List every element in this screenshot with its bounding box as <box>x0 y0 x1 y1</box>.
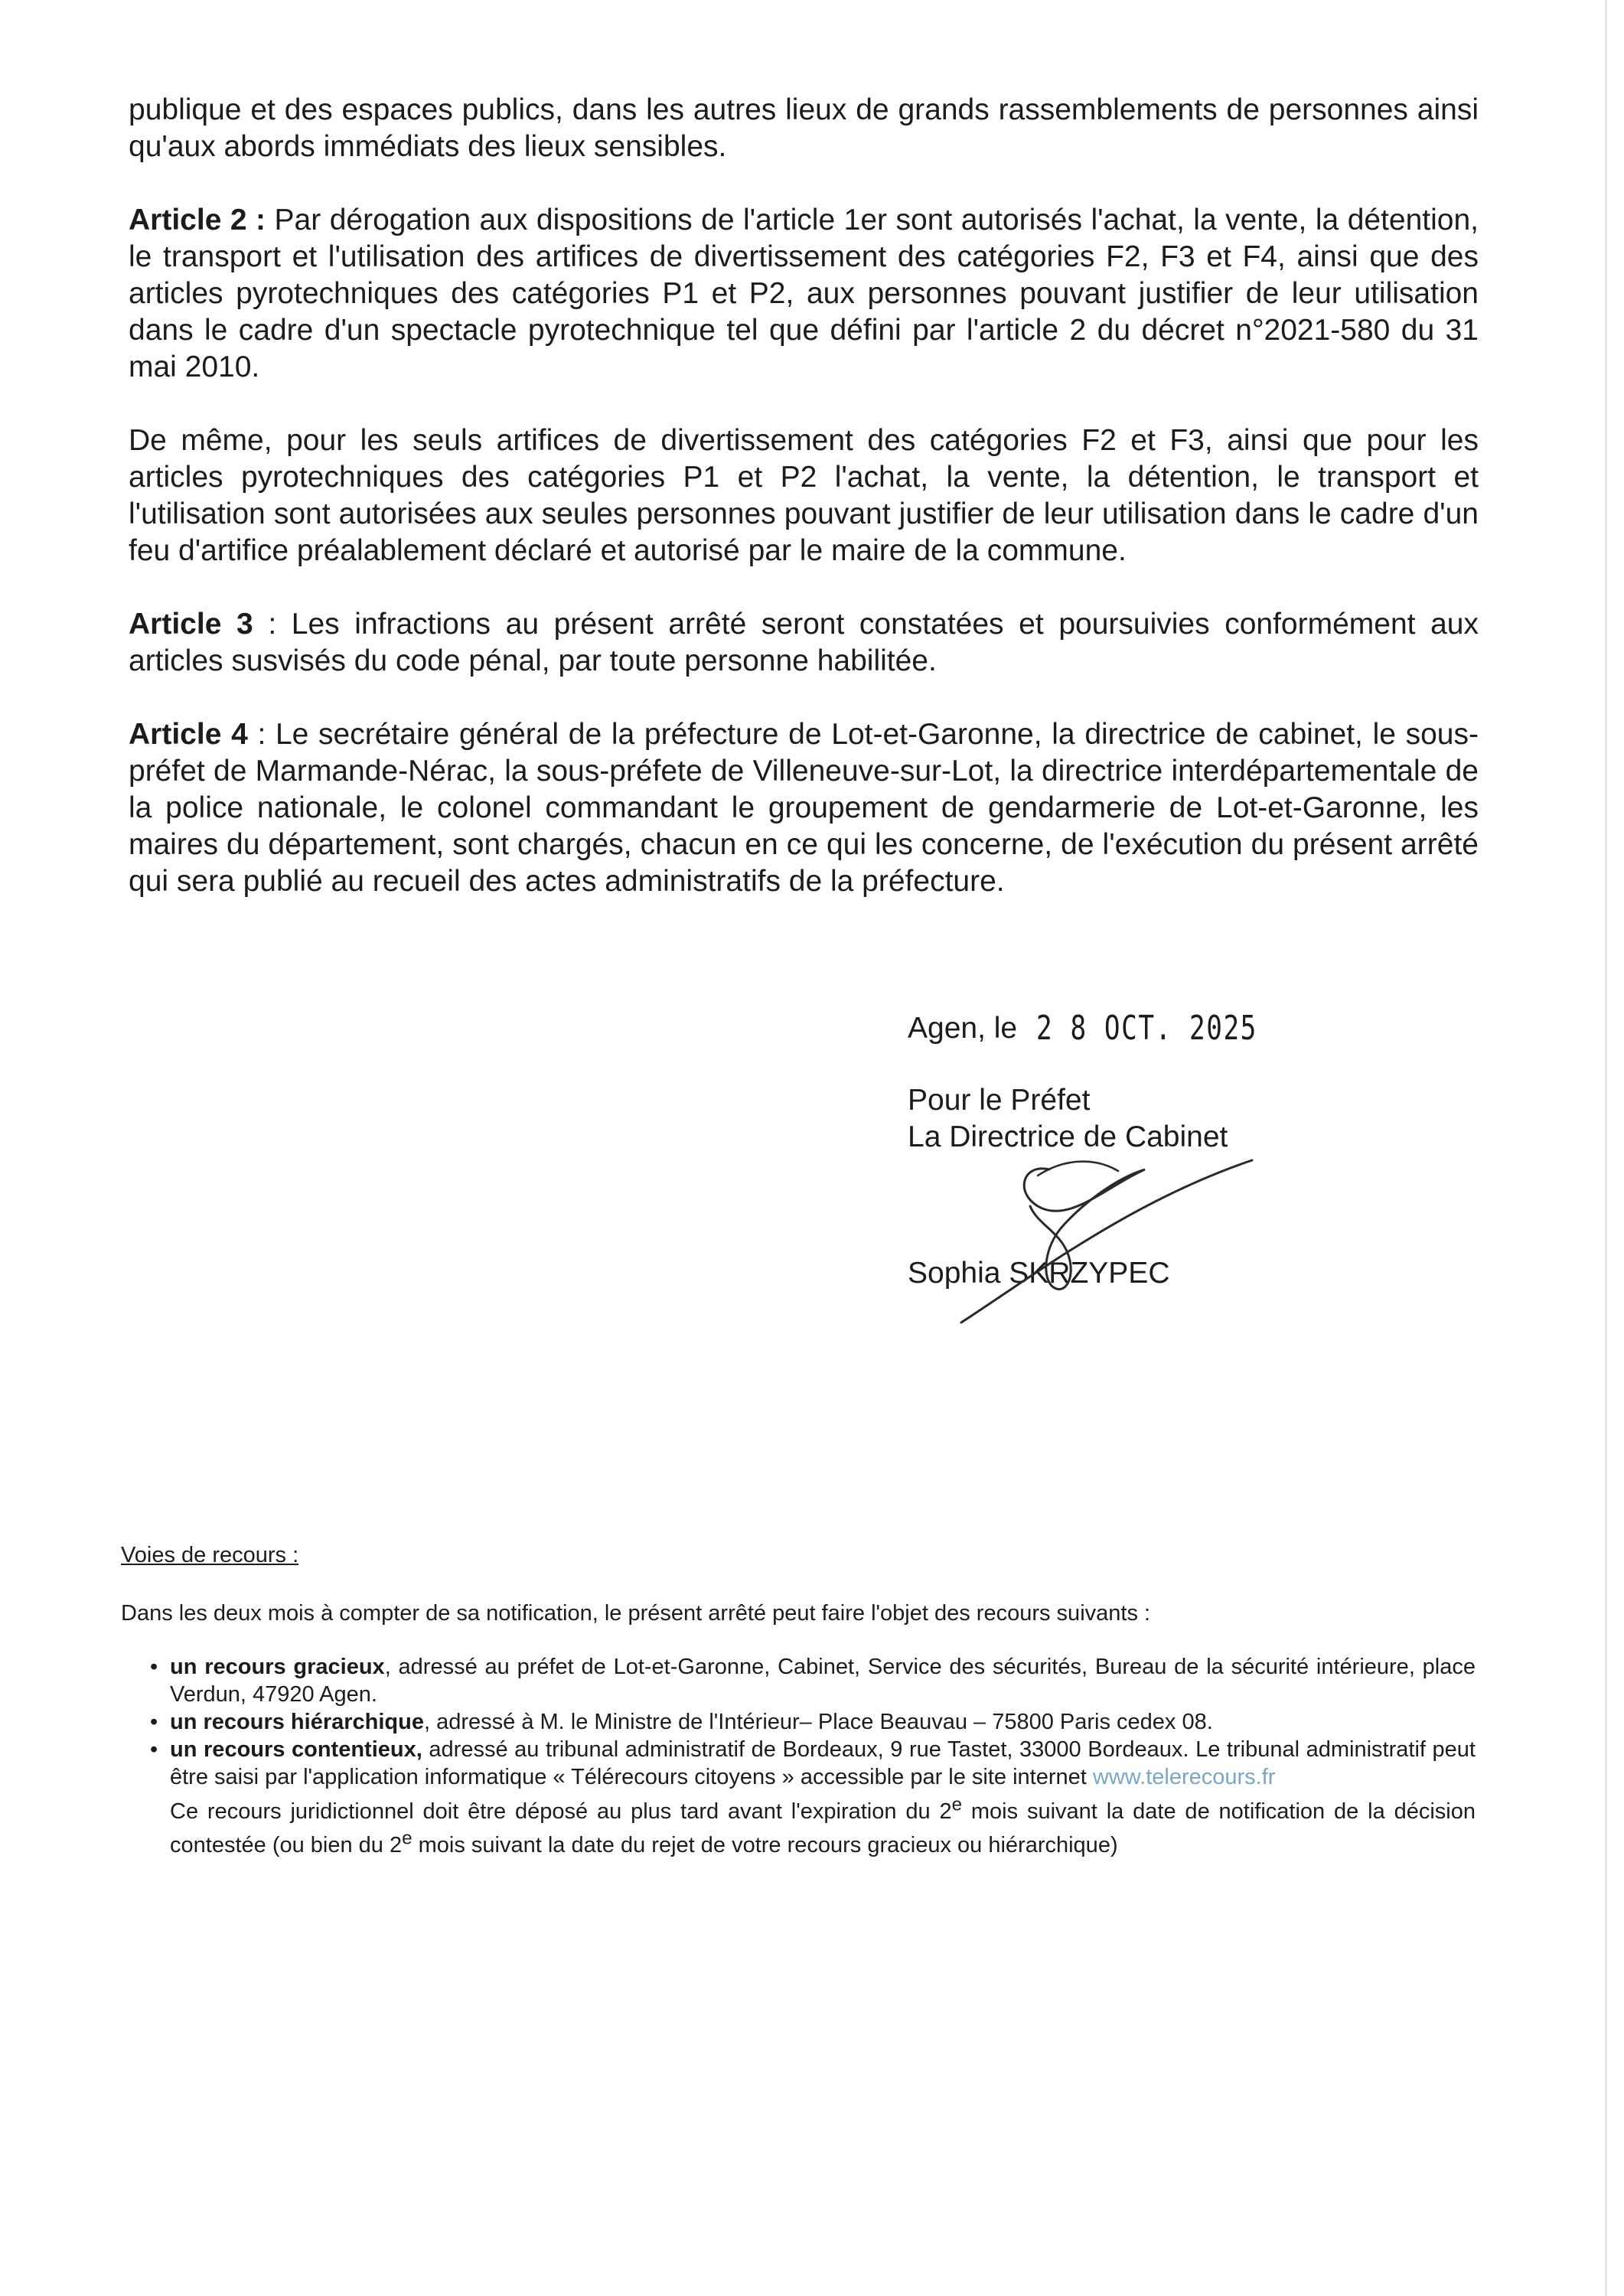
article4-text: : Le secrétaire général de la préfecture de Lot-et-Garonne, la directrice de cabinet, le sous-préfet de Marmande-Nérac, la sous-préfete de Villeneuve-sur-Lot, la directrice interdépartementale de la police nationale, le colonel commandant le groupement de gendarmerie de Lot-et-Garonne, les maires du département, sont chargés, chacun en ce qui les concerne, de l'exécution du présent arrêté qui sera publié au recueil des actes administratifs de la préfecture. <box>129 718 1479 898</box>
recours-list <box>121 1653 1476 1859</box>
telerecours-link[interactable]: www.telerecours.fr <box>1092 1765 1276 1789</box>
scan-edge-line <box>1605 0 1607 2296</box>
article4-label: Article 4 <box>129 718 248 751</box>
bullet-icon: • <box>150 1655 158 1679</box>
recours-item-gracieux <box>121 1653 1476 1708</box>
place-date-line <box>908 1010 1367 1047</box>
article3 <box>129 606 1479 680</box>
handwritten-signature-icon <box>915 1133 1267 1332</box>
article3-label: Article 3 <box>129 608 253 641</box>
recours-note: Ce recours juridictionnel doit être déposé au plus tard avant l'expiration du 2e mois suivant la date de notification de la décision contestée (ou bien du 2e mois suivant la date du rejet de votre recours gracieux ou hiérarchique) <box>170 1794 1476 1858</box>
article2-text: Par dérogation aux dispositions de l'article 1er sont autorisés l'achat, la vente, la détention, le transport et l'utilisation des artifices de divertissement des catégories F2, F3 et F4, ainsi que des articles pyrotechniques des catégories P1 et P2, aux personnes pouvant justifier de leur utilisation dans le cadre d'un spectacle pyrotechnique tel que défini par l'article 2 du décret n°2021-580 du 31 mai 2010. <box>129 204 1479 383</box>
article1-continuation: publique et des espaces publics, dans les autres lieux de grands rassemblements de personnes ainsi qu'aux abords immédiats des lieux sensibles. <box>129 93 1479 163</box>
recours-item-text: adressé au tribunal administratif de Bordeaux, 9 rue Tastet, 33000 Bordeaux. Le tribunal administratif peut être saisi par l'application informatique « Télérecours citoyens » accessible par le site internet <box>170 1737 1476 1789</box>
article3-text: : Les infractions au présent arrêté seront constatées et poursuivies conformément aux articles susvisés du code pénal, par toute personne habilitée. <box>129 608 1479 677</box>
signatory-authority: Pour le Préfet <box>908 1084 1091 1117</box>
recours-item-label: un recours gracieux <box>170 1655 385 1679</box>
recours-heading: Voies de recours : <box>121 1543 299 1567</box>
article2-paragraph2: De même, pour les seuls artifices de divertissement des catégories F2 et F3, ainsi que pour les articles pyrotechniques des catégories P1 et P2 l'achat, la vente, la détention, le transport et l'utilisation sont autorisées aux seules personnes pouvant justifier de leur utilisation dans le cadre d'un feu d'artifice préalablement déclaré et autorisé par le maire de la commune. <box>129 424 1479 567</box>
article2 <box>129 202 1479 386</box>
signer-name: Sophia SKRZYPEC <box>908 1257 1170 1290</box>
article4 <box>129 716 1479 900</box>
signatory-title: La Directrice de Cabinet <box>908 1120 1228 1153</box>
recours-item-text: , adressé à M. le Ministre de l'Intérieur– Place Beauvau – 75800 Paris cedex 08. <box>424 1710 1213 1734</box>
recours-intro: Dans les deux mois à compter de sa notification, le présent arrêté peut faire l'objet des recours suivants : <box>121 1601 1151 1626</box>
voies-de-recours <box>121 1541 1476 1859</box>
recours-item-contentieux <box>121 1736 1476 1859</box>
recours-item-text: , adressé au préfet de Lot-et-Garonne, Cabinet, Service des sécurités, Bureau de la sécurité intérieure, place Verdun, 47920 Agen. <box>170 1655 1476 1707</box>
arrete-body <box>129 92 1479 937</box>
bullet-icon: • <box>150 1710 158 1734</box>
place-label: Agen, le <box>908 1012 1018 1045</box>
date-stamp: 2 8 OCT. 2025 <box>1035 1009 1257 1048</box>
recours-item-hierarchique <box>121 1708 1476 1736</box>
recours-item-label: un recours hiérarchique <box>170 1710 424 1734</box>
bullet-icon: • <box>150 1737 158 1762</box>
recours-item-label: un recours contentieux, <box>170 1737 422 1762</box>
article2-label: Article 2 : <box>129 204 266 236</box>
